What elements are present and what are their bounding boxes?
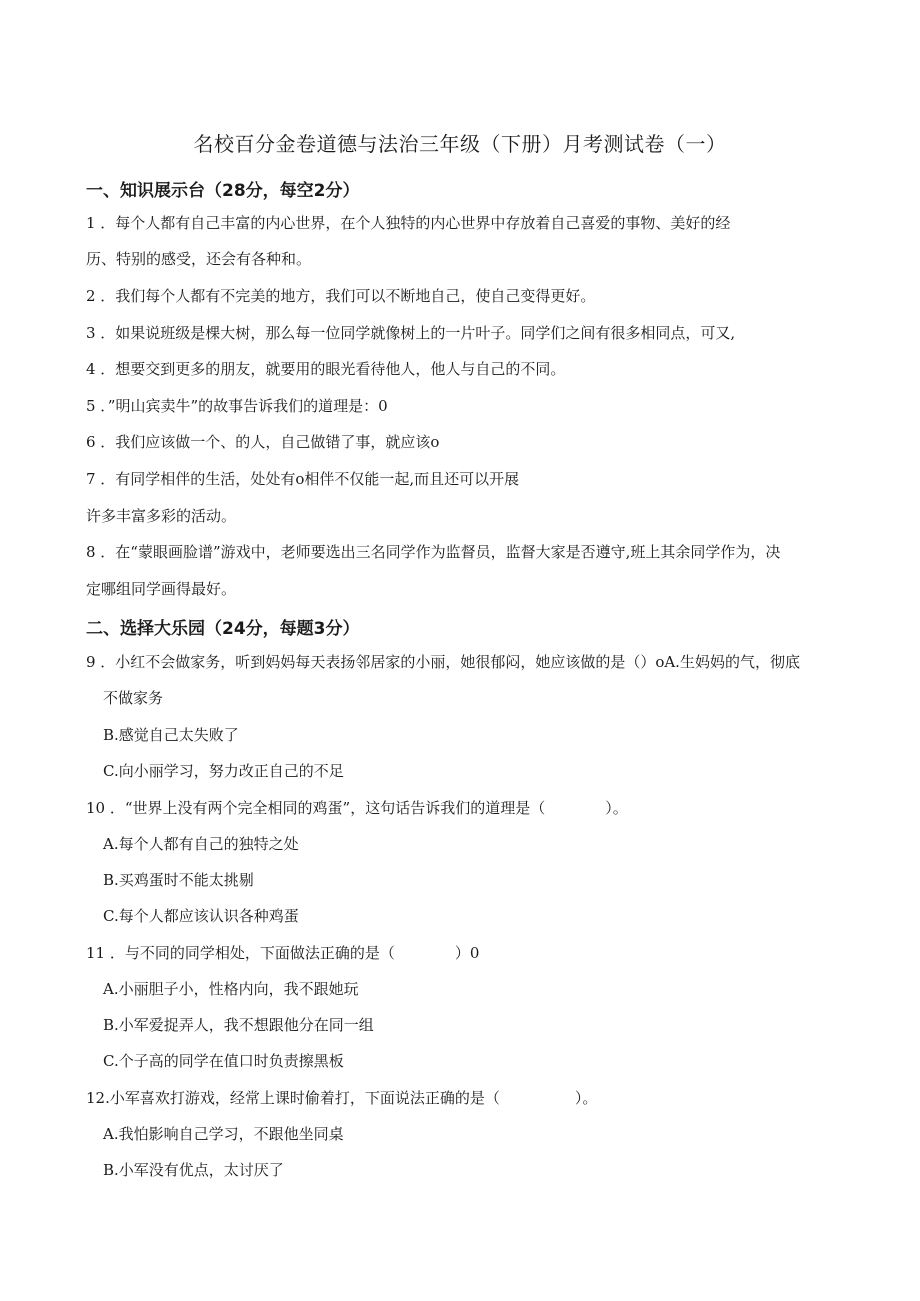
question-1-line-2: 历、特别的感受，还会有各种和。	[86, 250, 312, 268]
question-7-line-2: 许多丰富多彩的活动。	[86, 507, 237, 525]
question-3: 3 ．如果说班级是棵大树，那么每一位同学就像树上的一片叶子。同学们之间有很多相同点，可又,	[86, 324, 736, 342]
question-10-option-b: B.买鸡蛋时不能太挑剔	[103, 871, 254, 889]
question-6: 6 ．我们应该做一个、的人，自己做错了事，就应该o	[86, 433, 440, 451]
section-heading-knowledge: 一、知识展示台（28分，每空2分）	[86, 181, 360, 201]
question-12-option-b: B.小军没有优点，太讨厌了	[103, 1161, 284, 1179]
question-12: 12.小军喜欢打游戏，经常上课时偷着打，下面说法正确的是（ ）。	[86, 1089, 598, 1107]
question-8-line-2: 定哪组同学画得最好。	[86, 580, 237, 598]
question-9-option-c: C.向小丽学习，努力改正自己的不足	[103, 762, 344, 780]
question-10-option-a: A.每个人都有自己的独特之处	[103, 835, 299, 853]
question-10-option-c: C.每个人都应该认识各种鸡蛋	[103, 907, 299, 925]
question-11: 11 ．与不同的同学相处，下面做法正确的是（ ）0	[86, 944, 480, 962]
question-11-option-a: A.小丽胆子小，性格内向，我不跟她玩	[103, 980, 359, 998]
question-9-line-1: 9 ．小红不会做家务，听到妈妈每天表扬邻居家的小丽，她很郁闷，她应该做的是（）oA.生妈妈的气，彻底	[86, 653, 800, 671]
exam-title: 名校百分金卷道德与法治三年级（下册）月考测试卷（一）	[193, 132, 727, 156]
question-10: 10 ．“世界上没有两个完全相同的鸡蛋”，这句话告诉我们的道理是（ ）。	[86, 799, 628, 817]
question-4: 4 ．想要交到更多的朋友，就要用的眼光看待他人，他人与自己的不同。	[86, 360, 566, 378]
question-9-line-2: 不做家务	[103, 689, 164, 707]
question-12-option-a: A.我怕影响自己学习，不跟他坐同桌	[103, 1125, 344, 1143]
question-11-option-b: B.小军爱捉弄人，我不想跟他分在同一组	[103, 1016, 374, 1034]
question-7-line-1: 7 ．有同学相伴的生活，处处有o相伴不仅能一起,而且还可以开展	[86, 470, 520, 488]
question-5: 5 ．”明山宾卖牛”的故事告诉我们的道理是：0	[86, 397, 388, 415]
section-heading-choice: 二、选择大乐园（24分，每题3分）	[86, 619, 360, 639]
question-2: 2 ．我们每个人都有不完美的地方，我们可以不断地自己，使自己变得更好。	[86, 287, 596, 305]
question-9-option-b: B.感觉自己太失败了	[103, 726, 239, 744]
question-1-line-1: 1 ．每个人都有自己丰富的内心世界，在个人独特的内心世界中存放着自己喜爱的事物、美好的经	[86, 214, 731, 232]
question-8-line-1: 8 ．在“蒙眼画脸谱”游戏中，老师要选出三名同学作为监督员，监督大家是否遵守,班上其余同学作为，决	[86, 543, 781, 561]
question-11-option-c: C.个子高的同学在值口时负责擦黑板	[103, 1052, 344, 1070]
